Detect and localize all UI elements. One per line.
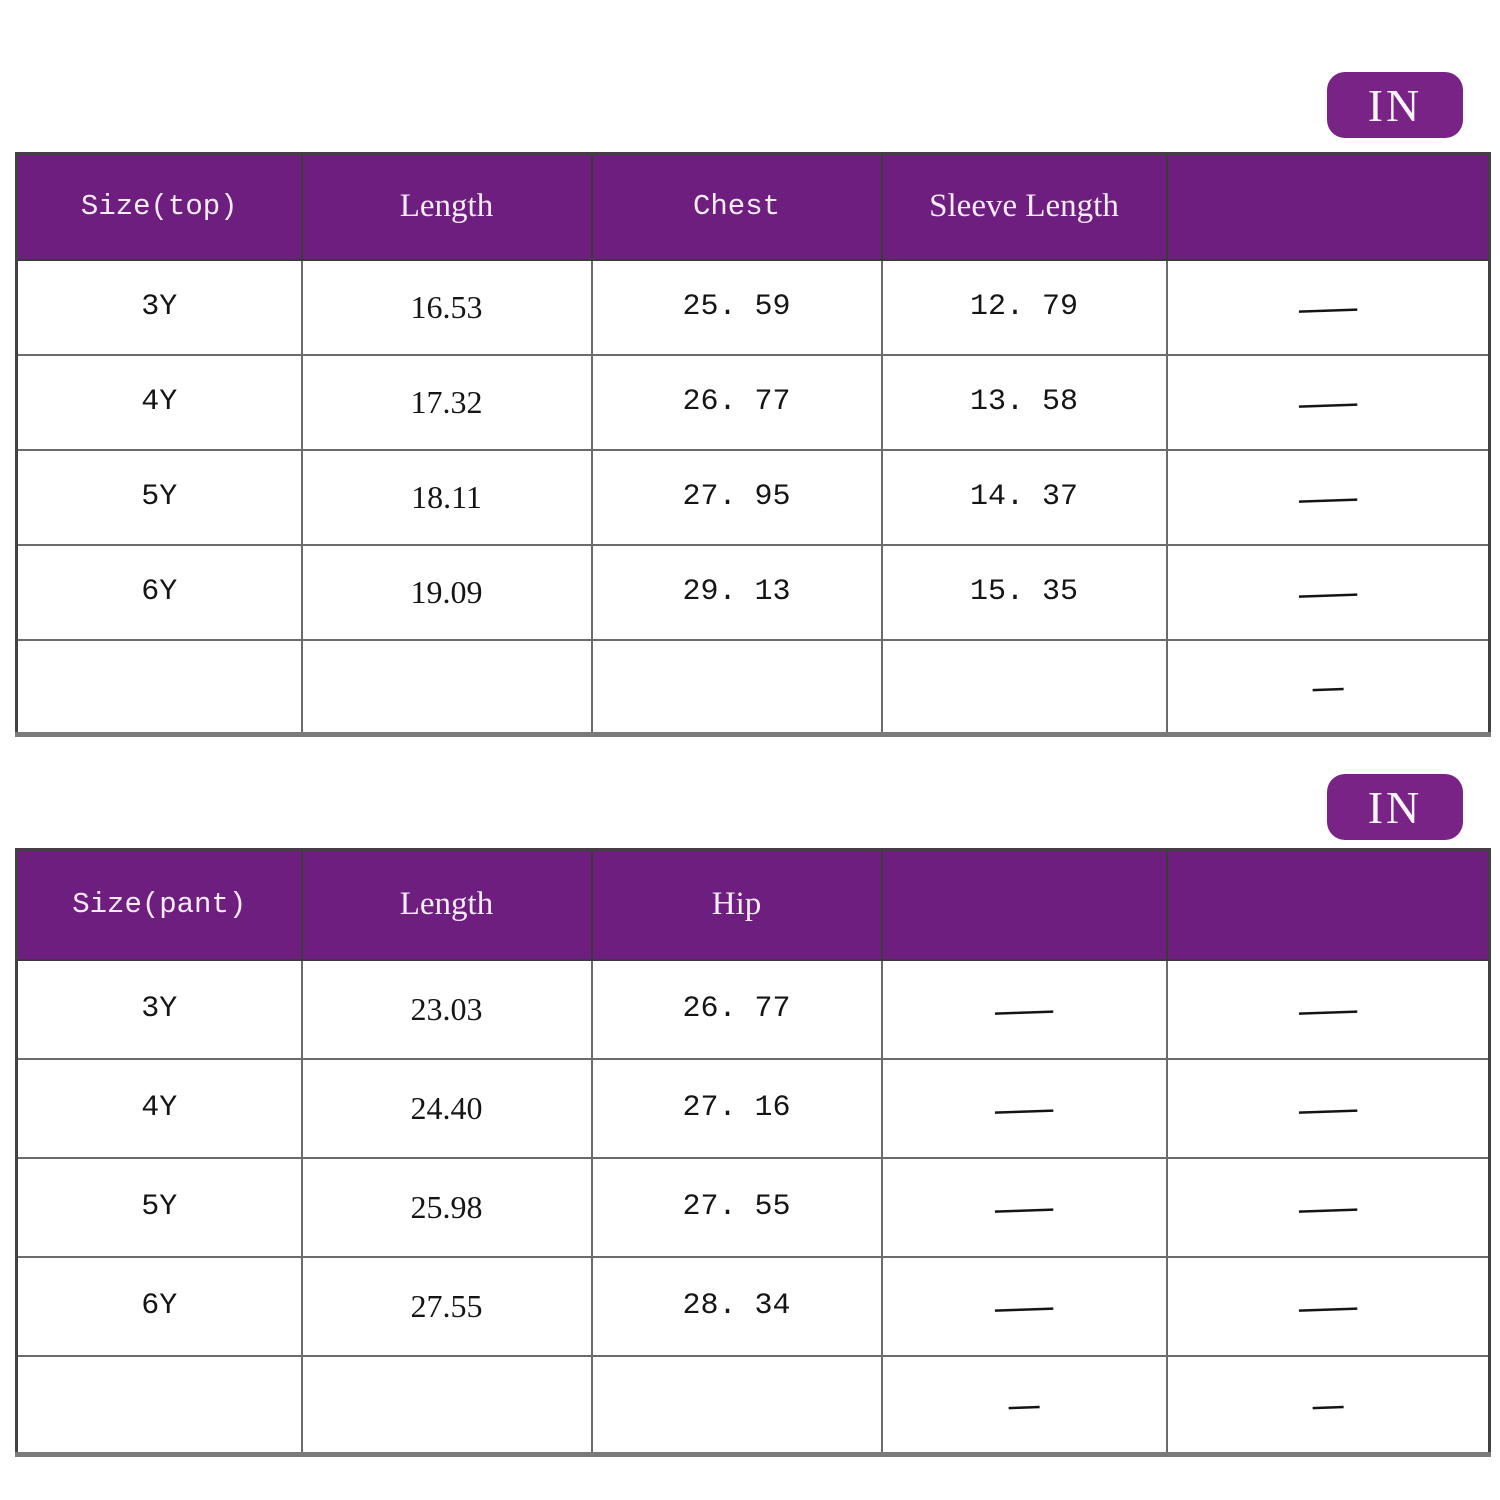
cell-size: 6Y [17, 1257, 302, 1356]
cell-sleeve-length [882, 640, 1167, 735]
cell-length: 17.32 [302, 355, 592, 450]
dash-mark: — [1298, 476, 1358, 518]
cell-size: 3Y [17, 260, 302, 355]
cell-size: 4Y [17, 1059, 302, 1158]
cell-hip [592, 1356, 882, 1455]
table-row [17, 545, 1490, 640]
cell-empty [882, 1158, 1167, 1257]
cell-empty [1167, 1356, 1490, 1455]
unit-badge-in-top: IN [1327, 72, 1463, 138]
dash-mark: — [1311, 665, 1344, 707]
header-chest [592, 154, 882, 260]
cell-hip: 26. 77 [592, 960, 882, 1059]
cell-size: 4Y [17, 355, 302, 450]
cell-length: 25.98 [302, 1158, 592, 1257]
cell-empty [882, 960, 1167, 1059]
header-size-pant [17, 850, 302, 960]
cell-chest: 27. 95 [592, 450, 882, 545]
dash-mark: — [1298, 571, 1358, 613]
header-chest-label: Chest [692, 190, 780, 224]
cell-sleeve-length: 14. 37 [882, 450, 1167, 545]
cell-length [302, 640, 592, 735]
unit-badge-in-bottom: IN [1327, 774, 1463, 840]
cell-length: 27.55 [302, 1257, 592, 1356]
cell-sleeve-length: 13. 58 [882, 355, 1167, 450]
table-row [17, 960, 1490, 1059]
dash-mark: — [1298, 988, 1358, 1030]
header-empty [1167, 154, 1490, 260]
header-length-label: Length [399, 886, 494, 923]
cell-hip: 27. 16 [592, 1059, 882, 1158]
dash-mark: — [994, 988, 1054, 1030]
table-header-row [17, 154, 1490, 260]
table-row [17, 1257, 1490, 1356]
dash-mark: — [1298, 1087, 1358, 1129]
cell-length: 19.09 [302, 545, 592, 640]
header-size-top [17, 154, 302, 260]
header-hip-label: Hip [711, 886, 762, 923]
table-row [17, 260, 1490, 355]
cell-empty [882, 1257, 1167, 1356]
header-size-pant-label: Size(pant) [72, 888, 247, 922]
header-size-top-label: Size(top) [80, 190, 238, 224]
dash-mark: — [1298, 286, 1358, 328]
cell-length [302, 1356, 592, 1455]
dash-mark: — [1298, 1186, 1358, 1228]
cell-empty [1167, 1059, 1490, 1158]
header-sleeve-length-label: Sleeve Length [929, 188, 1119, 225]
header-length-label: Length [399, 188, 494, 225]
cell-size: 3Y [17, 960, 302, 1059]
cell-empty [1167, 1257, 1490, 1356]
table-row-empty [17, 640, 1490, 735]
dash-mark: — [1311, 1383, 1344, 1425]
dash-mark: — [1298, 381, 1358, 423]
dash-mark: — [994, 1087, 1054, 1129]
cell-chest: 25. 59 [592, 260, 882, 355]
size-chart-pant-table [15, 848, 1491, 1457]
header-length [302, 154, 592, 260]
cell-length: 16.53 [302, 260, 592, 355]
cell-empty [1167, 640, 1490, 735]
cell-empty [1167, 260, 1490, 355]
cell-hip: 27. 55 [592, 1158, 882, 1257]
cell-size [17, 1356, 302, 1455]
cell-empty [1167, 450, 1490, 545]
cell-chest: 26. 77 [592, 355, 882, 450]
cell-length: 18.11 [302, 450, 592, 545]
table-row [17, 1059, 1490, 1158]
cell-empty [1167, 960, 1490, 1059]
table-header-row [17, 850, 1490, 960]
cell-empty [1167, 355, 1490, 450]
cell-length: 24.40 [302, 1059, 592, 1158]
cell-size: 5Y [17, 1158, 302, 1257]
cell-empty [1167, 1158, 1490, 1257]
table-row [17, 450, 1490, 545]
cell-chest [592, 640, 882, 735]
header-length [302, 850, 592, 960]
size-chart-top-table [15, 152, 1491, 737]
cell-size: 6Y [17, 545, 302, 640]
cell-hip: 28. 34 [592, 1257, 882, 1356]
dash-mark: — [994, 1285, 1054, 1327]
cell-size: 5Y [17, 450, 302, 545]
cell-sleeve-length: 15. 35 [882, 545, 1167, 640]
dash-mark: — [1008, 1383, 1040, 1425]
table-row [17, 355, 1490, 450]
header-hip [592, 850, 882, 960]
table-row [17, 1158, 1490, 1257]
cell-chest: 29. 13 [592, 545, 882, 640]
cell-sleeve-length: 12. 79 [882, 260, 1167, 355]
table-row-empty [17, 1356, 1490, 1455]
cell-empty [882, 1356, 1167, 1455]
cell-empty [1167, 545, 1490, 640]
dash-mark: — [994, 1186, 1054, 1228]
header-empty [1167, 850, 1490, 960]
header-empty [882, 850, 1167, 960]
cell-empty [882, 1059, 1167, 1158]
cell-length: 23.03 [302, 960, 592, 1059]
cell-size [17, 640, 302, 735]
dash-mark: — [1298, 1285, 1358, 1327]
header-sleeve-length [882, 154, 1167, 260]
